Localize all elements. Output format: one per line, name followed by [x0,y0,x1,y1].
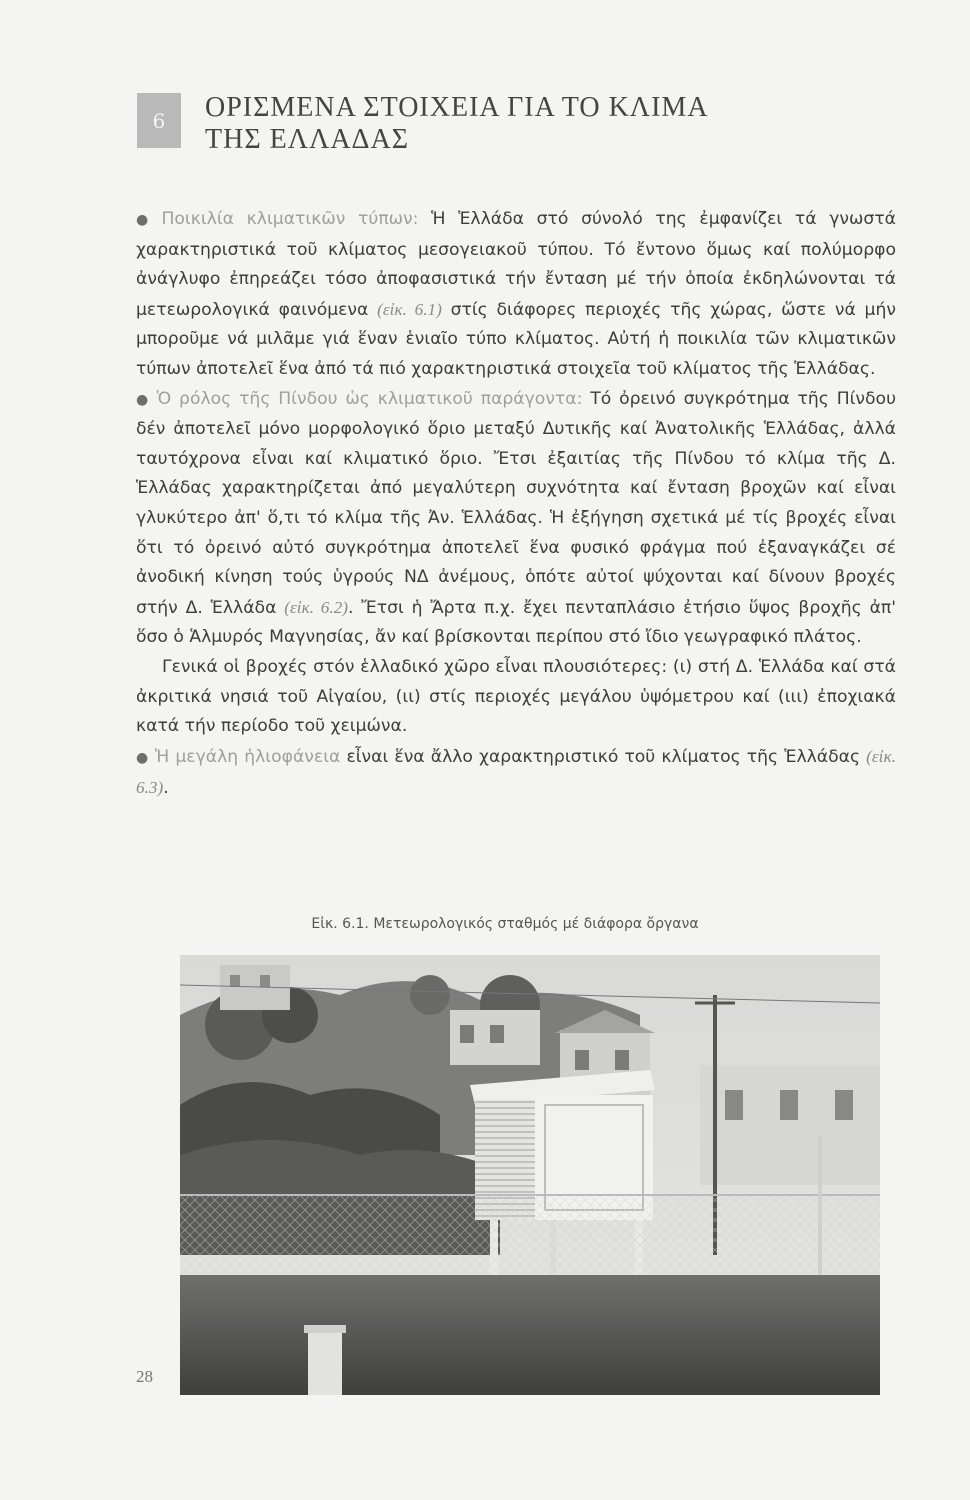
paragraph-text: Τό ὀρεινό συγκρότημα τῆς Πίνδου δέν ἀποτελεῖ μόνο μορφολογικό ὅριο μεταξύ Δυτικῆς καί Ἀνατολικῆς Ἑλλάδας, ἀλλά ταυτόχρονα εἶναι καί κλιματικό ὅριο. Ἔτσι ἐξαιτίας τῆς Πίνδου τό κλίμα τῆς Δ. Ἑλλάδας χαρακτηρίζεται ἀπό μεγαλύτερη συχνότητα καί ἔνταση βροχῶν καί εἶναι γλυκύτερο ἀπ' ὅ,τι τό κλίμα τῆς Ἀν. Ἑλλάδας. Ἡ ἐξήγηση σχετικά μέ τίς βροχές εἶναι ὅτι τό ὀρεινό αὐτό συγκρότημα ἀποτελεῖ ἕνα φυσικό φράγμα πού ἐξαναγκάζει σέ ἀνοδική κίνηση τούς ὑγρούς ΝΔ ἀνέμους, ὁπότε αὐτοί ψύχονται καί δίνουν βροχές στήν Δ. Ἑλλάδα [136,388,897,618]
page-number: 28 [136,1367,153,1386]
chapter-number: 6 [152,108,166,133]
chapter-title-line2: ΤΗΣ ΕΛΛΑΔΑΣ [205,124,410,155]
paragraph-text: εἶναι ἕνα ἄλλο χαρακτηριστικό τοῦ κλίματος τῆς Ἑλλάδας [340,746,867,767]
body-text [136,205,896,804]
paragraph-climate-variety [136,205,896,385]
paragraph-lead: Ἡ μεγάλη ἡλιοφάνεια [154,746,341,767]
bullet-icon: ● [136,391,151,408]
paragraph-text: . Ἔτσι ἡ Ἄρτα π.χ. ἔχει πενταπλάσιο ἐτήσιο ὕψος βροχῆς ἀπ' ὅσο ὁ Ἁλμυρός Μαγνησίας, ἄν καί βρίσκονται περίπου στό ἴδιο γεωγραφικό πλάτος. [136,597,896,648]
bullet-icon: ● [136,749,149,766]
bullet-icon: ● [136,212,156,228]
paragraph-text: . [163,778,169,799]
chapter-title [205,92,845,156]
figure-caption: Εἰκ. 6.1. Μετεωρολογικός σταθμός μέ διάφορα ὄργανα [311,916,699,932]
paragraph-pindos-role [136,385,896,653]
paragraph-lead: Ποικιλία κλιματικῶν τύπων: [161,209,419,229]
paragraph-text: Ἡ Ἑλλάδα στό σύνολό της ἐμφανίζει τά γνωστά χαρακτηριστικά τοῦ κλίματος μεσογειακοῦ τύπου. Τό ἔντονο ὅμως καί πολύμορφο ἀνάγλυφο ἐπηρεάζει τόσο ἀποφασιστικά τήν ἔνταση μέ τήν ὁποία ἐκδηλώνονται τά μετεωρολογικά φαινόμενα [136,209,896,320]
paragraph-lead: Ὁ ρόλος τῆς Πίνδου ὡς κλιματικοῦ παράγοντα: [156,388,583,409]
paragraph-rainfall: Γενικά οἱ βροχές στόν ἑλλαδικό χῶρο εἶναι πλουσιότερες: (ι) στή Δ. Ἑλλάδα καί στά ἀκριτικά νησιά τοῦ Αἰγαίου, (ιι) στίς περιοχές μεγάλου ὑψόμετρου καί (ιιι) ἐποχιακά κατά τήν περίοδο τοῦ χειμώνα. [136,656,896,737]
paragraph-text: στίς διάφορες περιοχές τῆς χώρας, ὥστε νά μήν μποροῦμε νά μιλᾶμε γιά ἕναν ἑνιαῖο τύπο κλίματος. Αὐτή ἡ ποικιλία τῶν κλιματικῶν τύπων ἀποτελεῖ ἕνα ἀπό τά πιό χαρακτηριστικά στοιχεῖα τοῦ κλίματος τῆς Ἑλλάδας. [136,299,896,379]
paragraph-sunshine [136,742,896,804]
chapter-number-box [137,93,181,148]
figure-reference: (εἰκ. 6.2) [284,597,348,617]
weather-station-photo [180,955,880,1395]
figure-reference: (εἰκ. 6.1) [377,299,442,319]
chapter-title-line1: ΟΡΙΣΜΕΝΑ ΣΤΟΙΧΕΙΑ ΓΙΑ ΤΟ ΚΛΙΜΑ [205,92,709,123]
figure-reference: (εἰκ. 6.3) [136,746,896,798]
